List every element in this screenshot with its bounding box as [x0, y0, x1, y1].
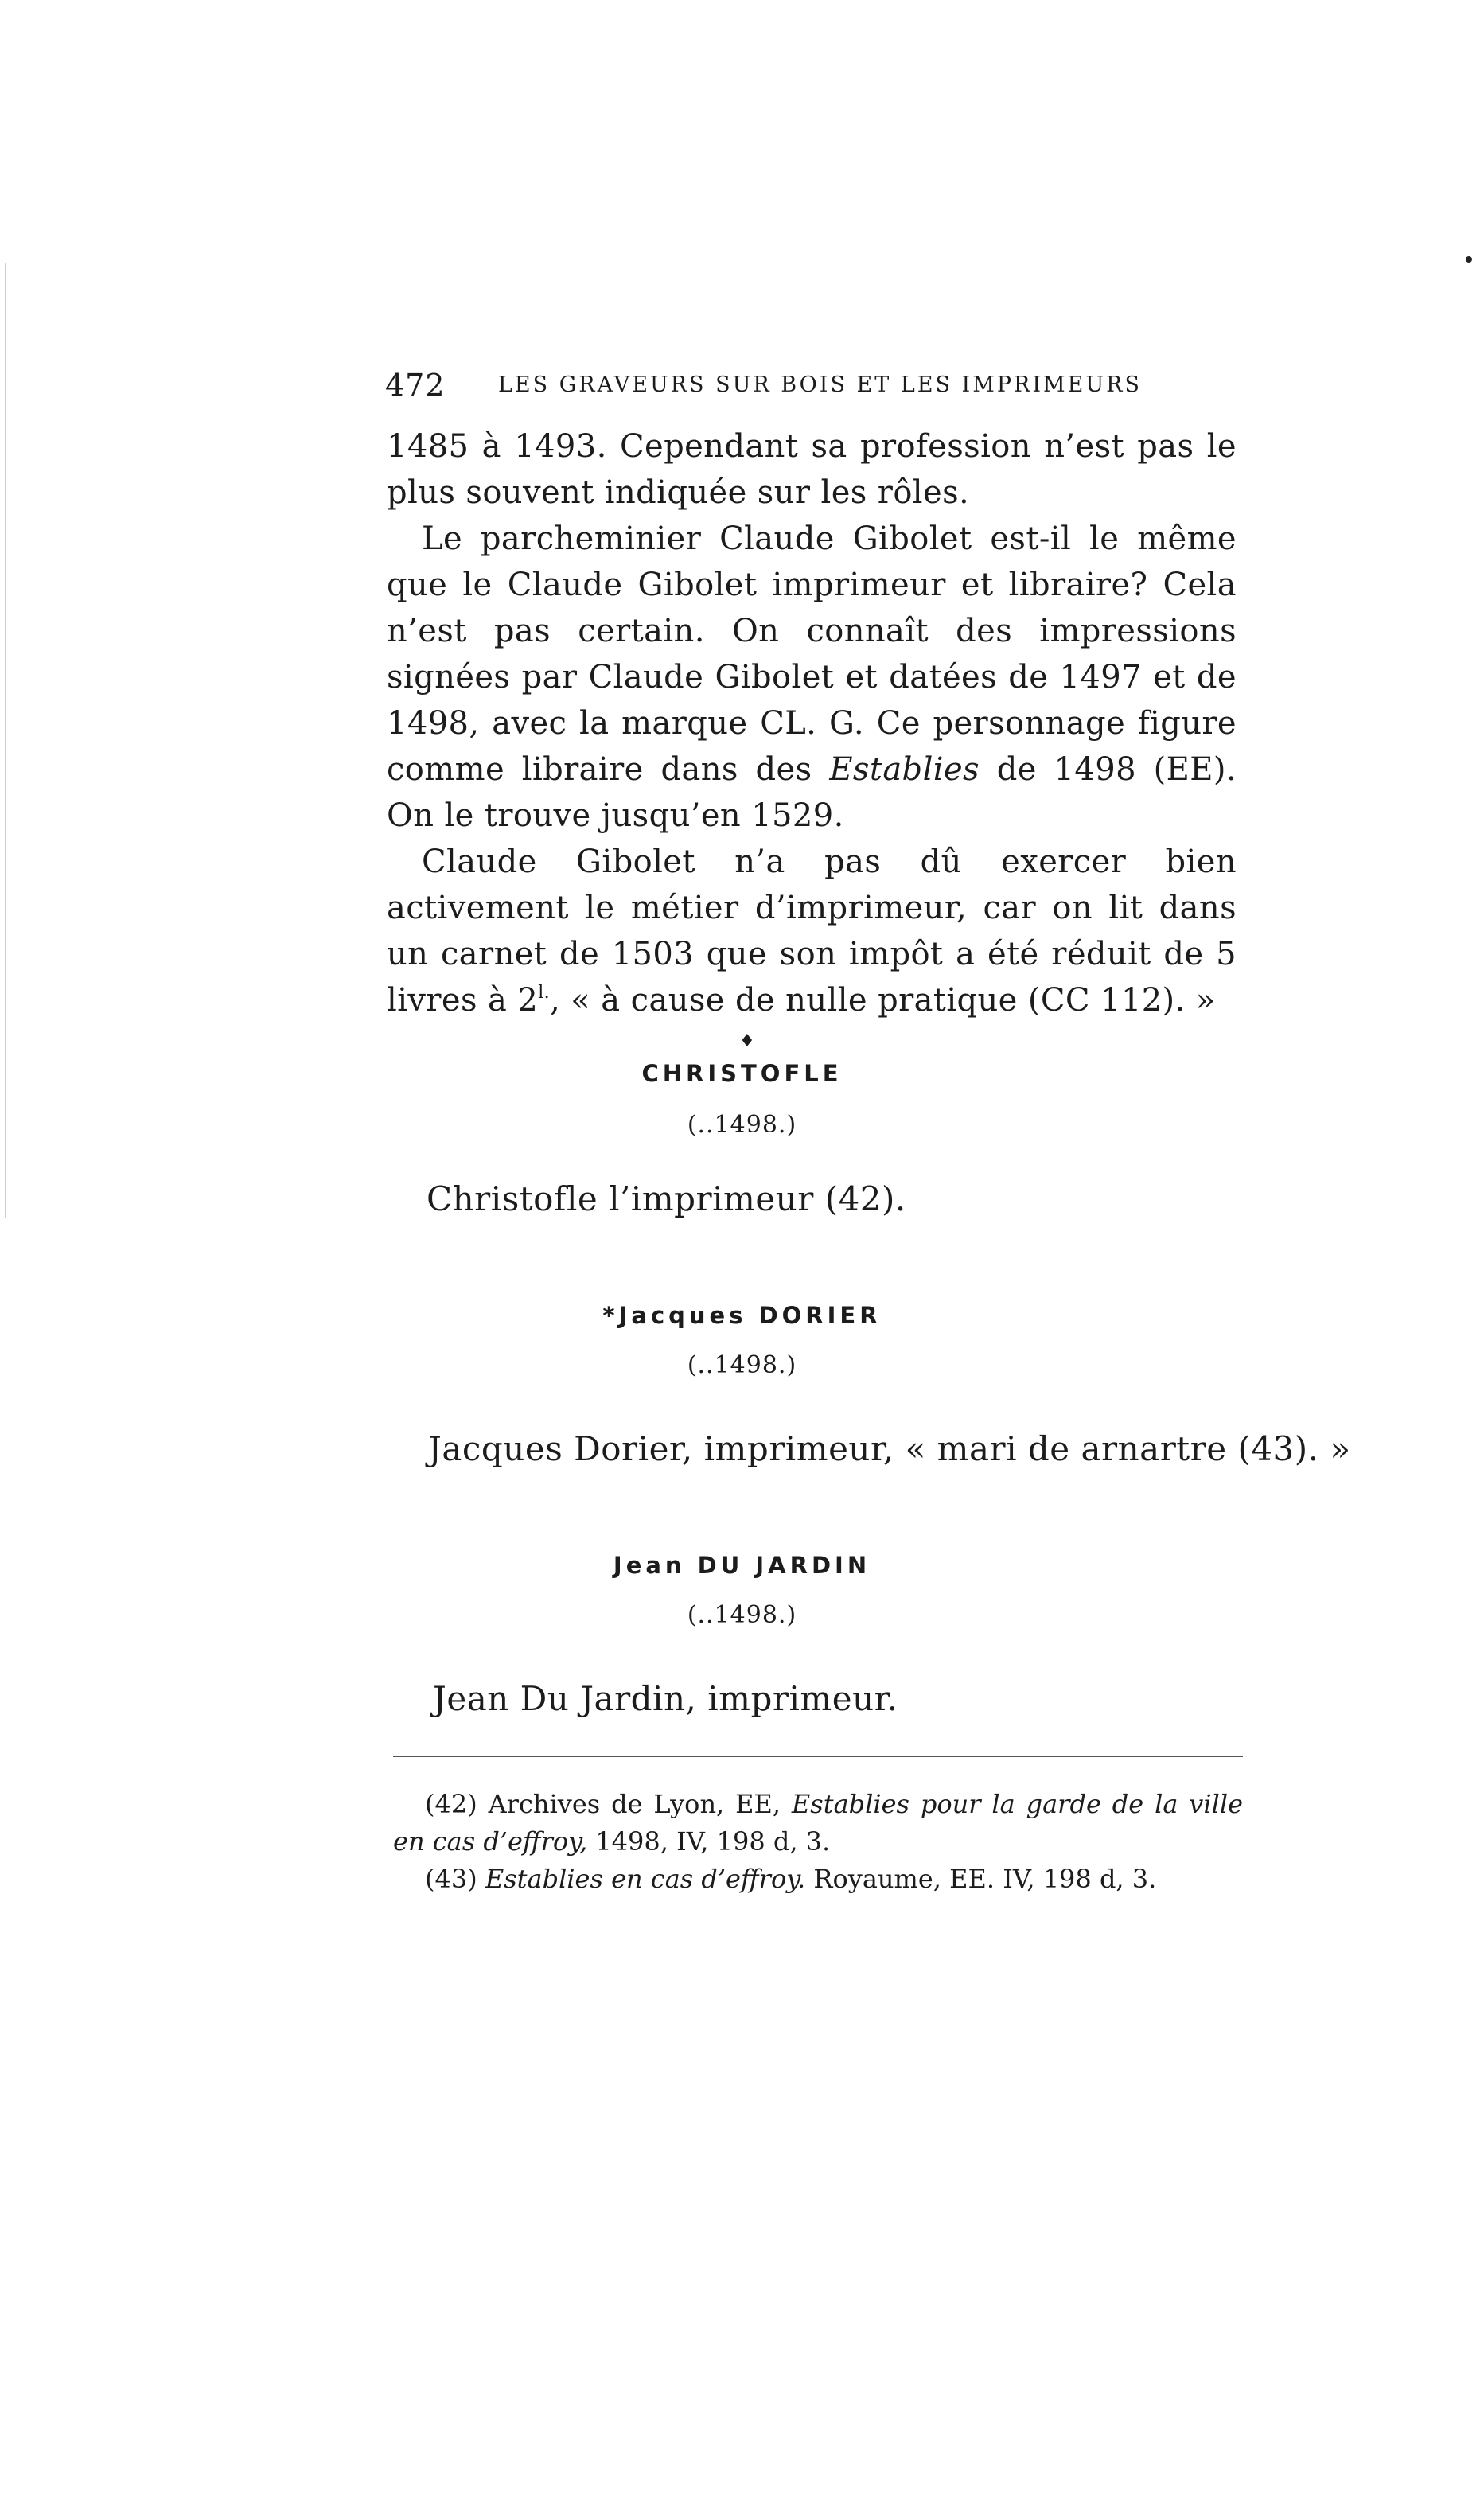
- section-heading-christofle: CHRISTOFLE: [641, 1060, 843, 1087]
- paragraph-3: Claude Gibolet n’a pas dû exercer bien activement le métier d’imprimeur, car on lit dans un carnet de 1503 que son impôt a été réduit de 5 livres à $2^{l.}$, « à cause de nulle pratique (CC 112). »: [387, 844, 1237, 1019]
- section-text-dujardin: Jean Du Jardin, imprimeur.: [433, 1679, 898, 1718]
- footnote-divider: [393, 1756, 1243, 1757]
- footnotes: [393, 1786, 1243, 1898]
- section-text-christofle: Christofle l’imprimeur (42).: [427, 1179, 906, 1218]
- paragraph-1: 1485 à 1493. Cependant sa profession n’est pas le plus souvent indiquée sur les rôles.: [387, 428, 1237, 511]
- section-date-dorier: (..1498.): [687, 1351, 797, 1379]
- section-date-christofle: (..1498.): [687, 1111, 797, 1139]
- section-text-dorier: Jacques Dorier, imprimeur, « mari de arnartre (43). »: [428, 1429, 1351, 1468]
- footnote-43: (43) Establies en cas d’effroy. Royaume, EE. IV, 198 d, 3.: [425, 1864, 1157, 1894]
- page-header: [385, 368, 1244, 403]
- section-heading-dujardin: Jean DU JARDIN: [613, 1552, 871, 1579]
- running-title: LES GRAVEURS SUR BOIS ET LES IMPRIMEURS: [498, 372, 1142, 397]
- footnote-42: (42) Archives de Lyon, EE, Establies pour la garde de la ville en cas d’effroy, 1498, IV, 198 d, 3.: [393, 1789, 1244, 1857]
- italic-title: Establies: [829, 751, 980, 788]
- main-text: [387, 423, 1237, 1023]
- paragraph-2: Le parcheminier Claude Gibolet est-il le même que le Claude Gibolet imprimeur et libraire? Cela n’est pas certain. On connaît des impressions signées par Claude Gibolet et datées de 1497 et de 1498, avec la marque CL. G. Ce personnage figure comme libraire dans des Establies de 1498 (EE). On le trouve jusqu’en 1529.: [387, 520, 1237, 834]
- scan-speck: [1466, 256, 1472, 263]
- section-date-dujardin: (..1498.): [687, 1601, 797, 1629]
- section-heading-dorier: *Jacques DORIER: [602, 1302, 882, 1329]
- page-number: 472: [385, 368, 446, 403]
- section-ornament-icon: ♦: [739, 1031, 755, 1051]
